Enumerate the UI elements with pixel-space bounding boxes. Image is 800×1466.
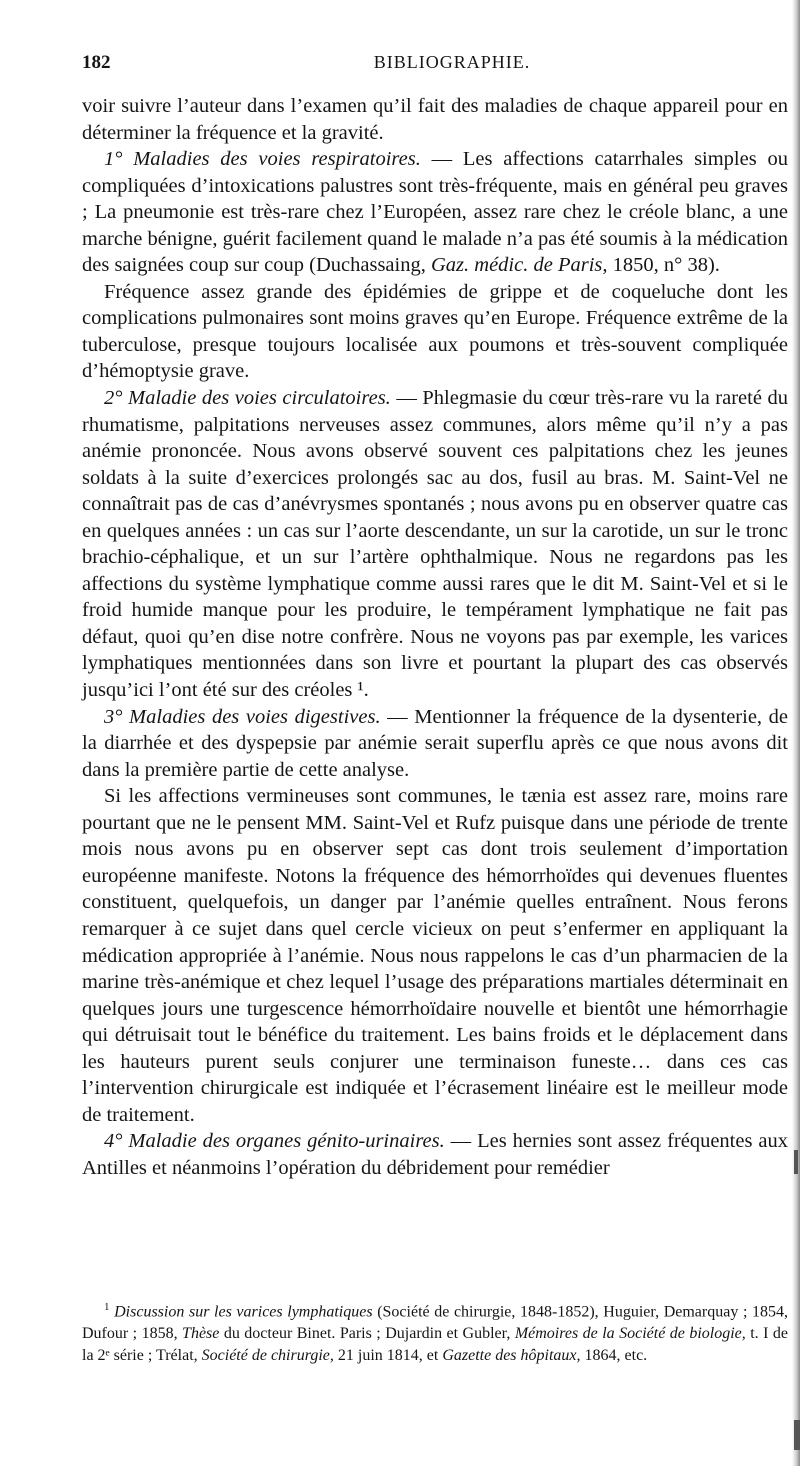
footnote: $^1$ Discussion sur les varices lymphatiques (Société de chirurgie, 1848-1852), Huguier, Demarquay ; 1854, Dufour ; 1858, Thèse du docteur Binet. Paris ; Dujardin et Gubler, Mémoires de la Société de biologie, t. I de la 2ᵉ série ; Trélat, Société de chirurgie, 21 juin 1814, et Gazette des hôpitaux, 1864, etc. xyxy=(82,1301,789,1364)
paragraph-respiratory: 1° Maladies des voies respiratoires. — Les affections catarrhales simples ou compliquées d’intoxications palustres sont très-fréquente, mais en général peu graves ; La pneumonie est très-rare chez l’Européen, assez rare chez le créole blanc, a une marche bénigne, guérit facilement quand le malade n’a pas été soumis à la médication des saignées coup sur coup (Duchassaing, Gaz. médic. de Paris, 1850, n° 38). xyxy=(82,148,788,277)
paragraph-circulatory: 2° Maladie des voies circulatoires. — Phlegmasie du cœur très-rare vu la rareté du rhumatisme, palpitations nerveuses assez communes, alors même qu’il n’y a pas anémie prononcée. Nous avons observé souvent ces palpitations chez les jeunes soldats à la suite d’exercices prolongés sac au dos, fusil au bras. M. Saint-Vel ne connaîtrait pas de cas d’anévrysmes spontanés ; nous avons pu en observer quatre cas en quelques années : un cas sur l’aorte descendante, un sur la carotide, un sur le tronc brachio-céphalique, et un sur l’artère ophthalmique. Nous ne regardons pas les affections du système lymphatique comme aussi rares que le dit M. Saint-Vel et si le froid humide manque pour les produire, le tempérament lymphatique ne fait pas défaut, quoi qu’en dise notre confrère. Nous ne voyons pas par exemple, les varices lymphatiques mentionnées dans son livre et pourtant la plupart des cas observés jusqu’ici l’ont été sur des créoles ¹. xyxy=(82,387,788,702)
edge-mark xyxy=(794,1420,800,1450)
section-heading: 3° Maladies des voies digestives. xyxy=(104,705,381,728)
running-title: BIBLIOGRAPHIE. xyxy=(373,52,531,72)
citation: Gaz. médic. de Paris, xyxy=(430,254,608,277)
section-heading: 4° Maladie des organes génito-urinaires. xyxy=(104,1130,445,1153)
page-number: 182 xyxy=(82,52,111,73)
page-header xyxy=(82,52,788,80)
footnote-marker: 1 xyxy=(104,1301,110,1313)
section-heading: 2° Maladie des voies circulatoires. xyxy=(104,387,391,410)
edge-mark xyxy=(794,1150,798,1174)
section-heading: 1° Maladies des voies respiratoires. xyxy=(104,148,421,171)
page-edge-shadow xyxy=(792,0,800,1466)
body-text xyxy=(82,93,788,1181)
paragraph: voir suivre l’auteur dans l’examen qu’il fait des maladies de chaque appareil pour en déterminer la fréquence et la gravité. xyxy=(82,95,788,144)
paragraph: Fréquence assez grande des épidémies de grippe et de coqueluche dont les complications pulmonaires sont moins graves qu’en Europe. Fréquence extrême de la tuberculose, presque toujours localisée aux poumons et très-souvent compliquée d’hémoptysie grave. xyxy=(82,280,788,383)
paragraph-digestive: 3° Maladies des voies digestives. — Mentionner la fréquence de la dysenterie, de la diarrhée et des dyspepsie par anémie serait superflu après ce que nous avons dit dans la première partie de cette analyse. xyxy=(82,705,788,781)
paragraph-genito-urinary: 4° Maladie des organes génito-urinaires. — Les hernies sont assez fréquentes aux Antilles et néanmoins l’opération du débridement pour remédier xyxy=(82,1130,788,1179)
paragraph: Si les affections vermineuses sont communes, le tænia est assez rare, moins rare pourtant que ne le pensent MM. Saint-Vel et Rufz puisque dans une période de trente mois nous avons pu en observer sept cas dont trois seulement d’importation européenne manifeste. Notons la fréquence des hémorrhoïdes qui devenues fluentes constituent, quelquefois, un danger par l’anémie quelles entraînent. Nous ferons remarquer à ce sujet dans quel cercle vicieux on peut s’enfermer en appliquant la médication appropriée à l’anémie. Nous nous rappelons le cas d’un pharmacien de la marine très-anémique et chez lequel l’usage des préparations martiales déterminait en quelques jours une turgescence hémorrhoïdaire nouvelle et bientôt une hémorrhagie qui détruisait tout le bénéfice du traitement. Les bains froids et le déplacement dans les hauteurs purent seuls conjurer une terminaison funeste… dans ces cas l’intervention chirurgicale est indiquée et l’écrasement linéaire est le meilleur mode de traitement. xyxy=(82,785,788,1126)
footnotes xyxy=(82,1297,788,1367)
